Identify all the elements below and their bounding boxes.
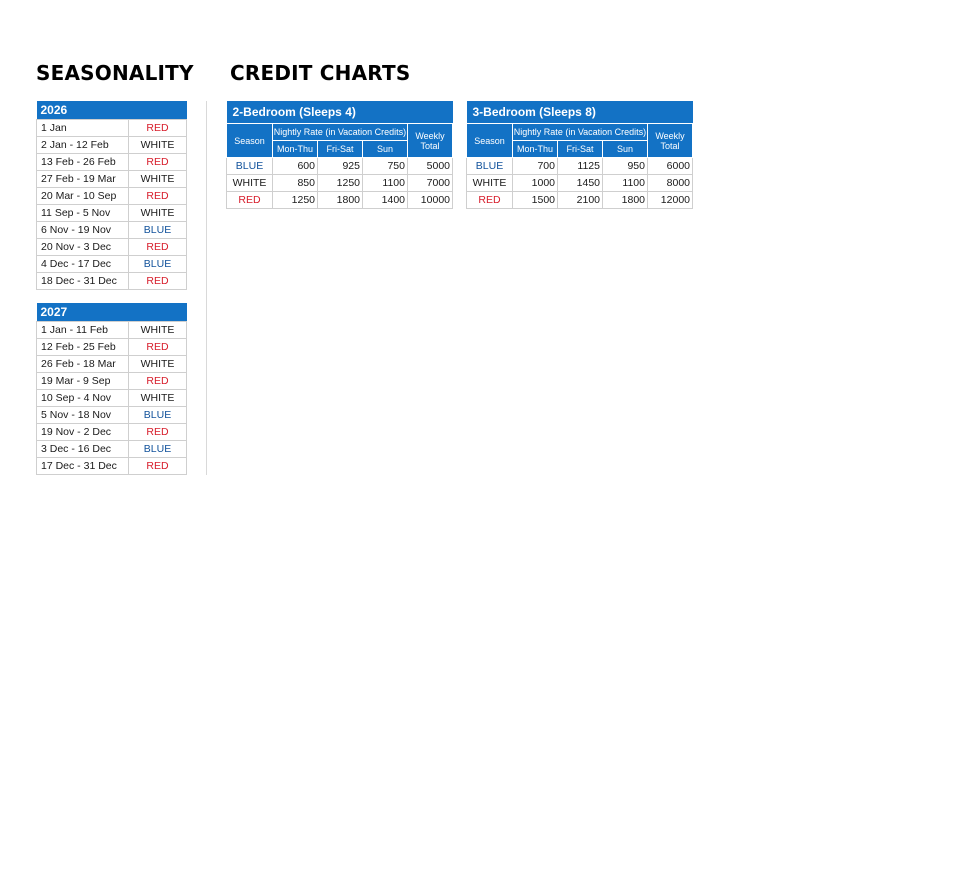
- chart-title: 3-Bedroom (Sleeps 8): [467, 101, 693, 124]
- season-cell: RED: [129, 273, 187, 290]
- nightly-rate-header: Nightly Rate (in Vacation Credits): [513, 124, 648, 141]
- date-range: 19 Mar - 9 Sep: [37, 373, 129, 390]
- date-range: 2 Jan - 12 Feb: [37, 137, 129, 154]
- weekly-value: 6000: [648, 158, 693, 175]
- table-row: [37, 188, 187, 205]
- season-cell: WHITE: [467, 175, 513, 192]
- table-row: [37, 339, 187, 356]
- table-row: [37, 154, 187, 171]
- table-row: [37, 120, 187, 137]
- table-row: [37, 373, 187, 390]
- season-cell: BLUE: [467, 158, 513, 175]
- season-cell: RED: [227, 192, 273, 209]
- date-range: 5 Nov - 18 Nov: [37, 407, 129, 424]
- fri-sat-value: 1250: [318, 175, 363, 192]
- table-row: [37, 273, 187, 290]
- weekly-value: 7000: [408, 175, 453, 192]
- credit-charts-heading: CREDIT CHARTS: [230, 61, 411, 85]
- table-row: [37, 390, 187, 407]
- sun-header: Sun: [363, 141, 408, 158]
- season-cell: BLUE: [129, 222, 187, 239]
- date-range: 12 Feb - 25 Feb: [37, 339, 129, 356]
- sun-value: 950: [603, 158, 648, 175]
- season-cell: WHITE: [129, 356, 187, 373]
- date-range: 10 Sep - 4 Nov: [37, 390, 129, 407]
- table-row: [467, 175, 693, 192]
- table-row: [37, 239, 187, 256]
- credit-chart-3-bedroom: [466, 101, 693, 209]
- weekly-value: 12000: [648, 192, 693, 209]
- weekly-value: 8000: [648, 175, 693, 192]
- season-cell: RED: [467, 192, 513, 209]
- mon-thu-value: 1000: [513, 175, 558, 192]
- table-row: [467, 158, 693, 175]
- season-cell: WHITE: [129, 205, 187, 222]
- season-cell: WHITE: [129, 171, 187, 188]
- mon-thu-value: 1500: [513, 192, 558, 209]
- table-row: [37, 407, 187, 424]
- season-cell: RED: [129, 188, 187, 205]
- weekly-total-header: Weekly Total: [648, 124, 693, 158]
- date-range: 18 Dec - 31 Dec: [37, 273, 129, 290]
- section-divider: [206, 101, 207, 475]
- season-cell: RED: [129, 458, 187, 475]
- season-column-header: Season: [467, 124, 513, 158]
- table-row: [227, 192, 453, 209]
- date-range: 27 Feb - 19 Mar: [37, 171, 129, 188]
- credit-chart-2-bedroom: [226, 101, 453, 209]
- season-cell: WHITE: [129, 390, 187, 407]
- table-row: [37, 441, 187, 458]
- date-range: 20 Nov - 3 Dec: [37, 239, 129, 256]
- mon-thu-header: Mon-Thu: [273, 141, 318, 158]
- sun-value: 1100: [603, 175, 648, 192]
- table-row: [37, 356, 187, 373]
- table-row: [37, 205, 187, 222]
- season-cell: BLUE: [227, 158, 273, 175]
- season-cell: WHITE: [129, 322, 187, 339]
- fri-sat-header: Fri-Sat: [318, 141, 363, 158]
- season-cell: RED: [129, 373, 187, 390]
- date-range: 6 Nov - 19 Nov: [37, 222, 129, 239]
- table-row: [37, 322, 187, 339]
- seasonality-heading: SEASONALITY: [36, 61, 194, 85]
- fri-sat-value: 2100: [558, 192, 603, 209]
- table-row: [37, 424, 187, 441]
- season-cell: RED: [129, 239, 187, 256]
- season-cell: WHITE: [227, 175, 273, 192]
- weekly-total-header: Weekly Total: [408, 124, 453, 158]
- season-cell: RED: [129, 154, 187, 171]
- sun-header: Sun: [603, 141, 648, 158]
- date-range: 1 Jan: [37, 120, 129, 137]
- fri-sat-value: 1450: [558, 175, 603, 192]
- season-cell: RED: [129, 120, 187, 137]
- mon-thu-value: 1250: [273, 192, 318, 209]
- table-row: [37, 256, 187, 273]
- table-row: [227, 175, 453, 192]
- date-range: 19 Nov - 2 Dec: [37, 424, 129, 441]
- season-cell: WHITE: [129, 137, 187, 154]
- table-row: [467, 192, 693, 209]
- nightly-rate-header: Nightly Rate (in Vacation Credits): [273, 124, 408, 141]
- seasonality-table-2026: [36, 101, 187, 290]
- mon-thu-value: 600: [273, 158, 318, 175]
- sun-value: 1800: [603, 192, 648, 209]
- season-cell: RED: [129, 424, 187, 441]
- date-range: 17 Dec - 31 Dec: [37, 458, 129, 475]
- fri-sat-value: 1125: [558, 158, 603, 175]
- date-range: 20 Mar - 10 Sep: [37, 188, 129, 205]
- mon-thu-value: 700: [513, 158, 558, 175]
- mon-thu-header: Mon-Thu: [513, 141, 558, 158]
- sun-value: 750: [363, 158, 408, 175]
- chart-title: 2-Bedroom (Sleeps 4): [227, 101, 453, 124]
- year-header: 2026: [37, 101, 187, 120]
- date-range: 1 Jan - 11 Feb: [37, 322, 129, 339]
- date-range: 11 Sep - 5 Nov: [37, 205, 129, 222]
- sun-value: 1400: [363, 192, 408, 209]
- season-cell: BLUE: [129, 407, 187, 424]
- date-range: 13 Feb - 26 Feb: [37, 154, 129, 171]
- fri-sat-value: 925: [318, 158, 363, 175]
- seasonality-table-2027: [36, 303, 187, 475]
- table-row: [37, 458, 187, 475]
- season-cell: BLUE: [129, 441, 187, 458]
- sun-value: 1100: [363, 175, 408, 192]
- table-row: [37, 171, 187, 188]
- table-row: [37, 137, 187, 154]
- season-column-header: Season: [227, 124, 273, 158]
- table-row: [37, 222, 187, 239]
- season-cell: RED: [129, 339, 187, 356]
- year-header: 2027: [37, 303, 187, 322]
- mon-thu-value: 850: [273, 175, 318, 192]
- weekly-value: 5000: [408, 158, 453, 175]
- date-range: 26 Feb - 18 Mar: [37, 356, 129, 373]
- fri-sat-value: 1800: [318, 192, 363, 209]
- table-row: [227, 158, 453, 175]
- date-range: 3 Dec - 16 Dec: [37, 441, 129, 458]
- season-cell: BLUE: [129, 256, 187, 273]
- weekly-value: 10000: [408, 192, 453, 209]
- date-range: 4 Dec - 17 Dec: [37, 256, 129, 273]
- fri-sat-header: Fri-Sat: [558, 141, 603, 158]
